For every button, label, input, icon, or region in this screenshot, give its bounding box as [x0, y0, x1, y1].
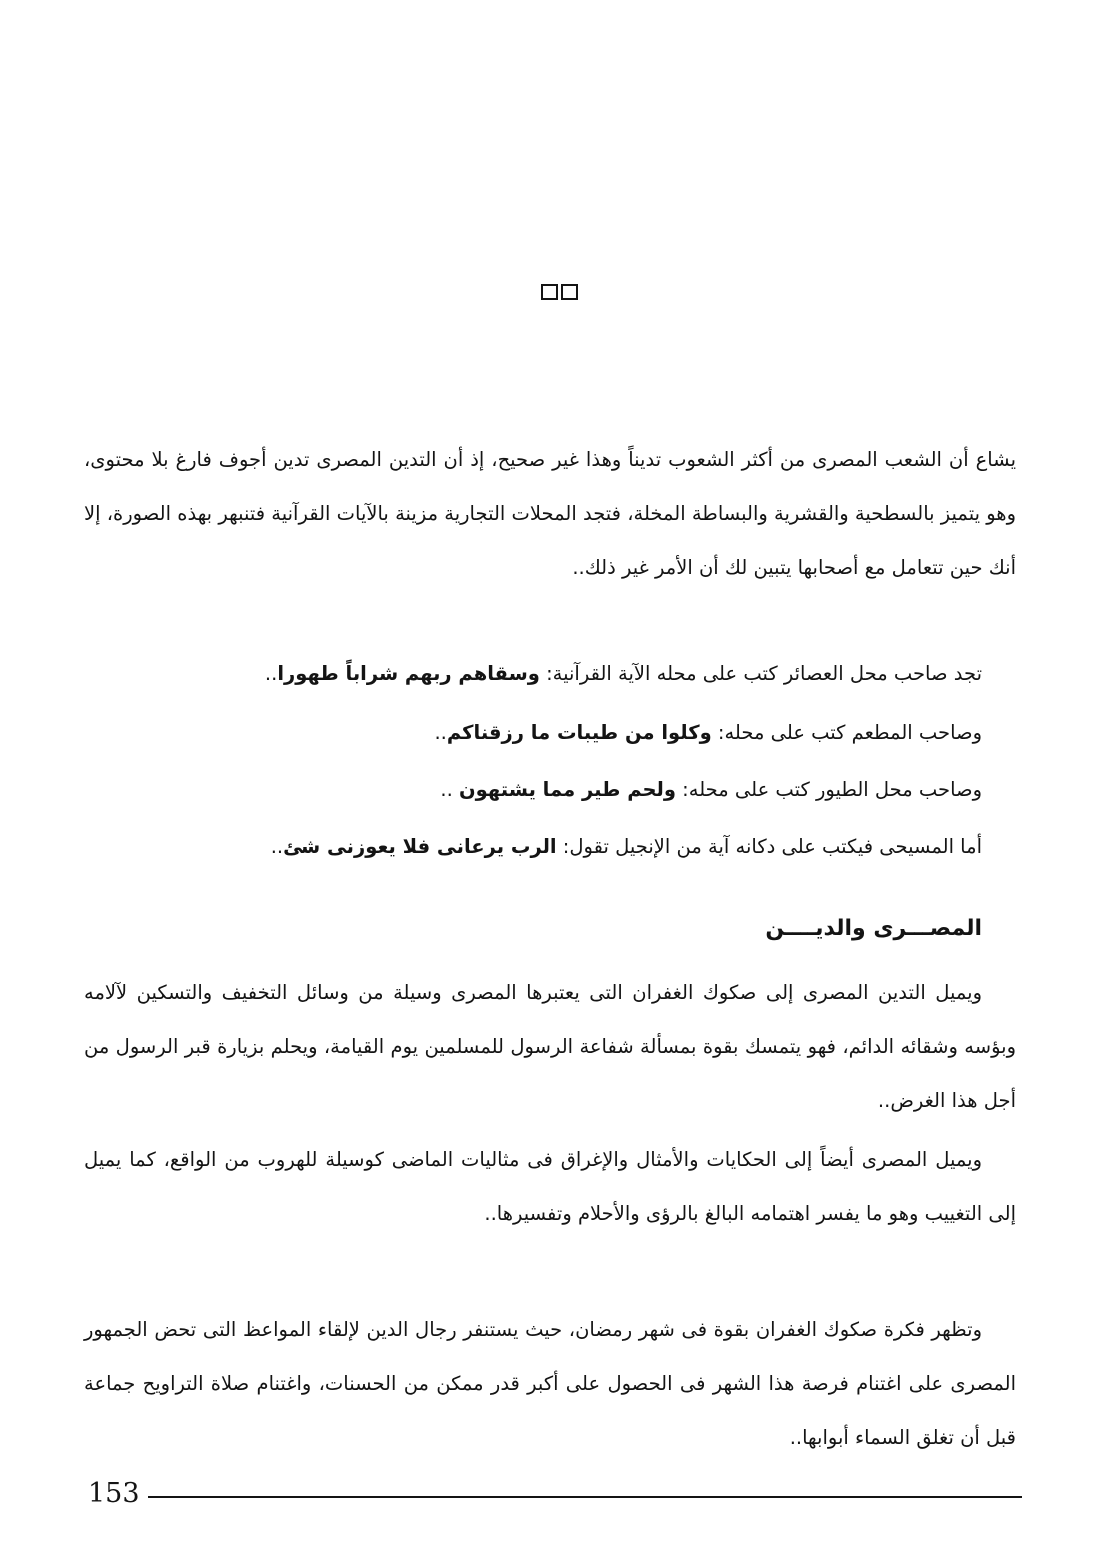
ornament-square-icon	[541, 284, 558, 300]
example-line-restaurant	[434, 713, 982, 753]
page-footer	[88, 1479, 1022, 1509]
body-paragraph: ويميل المصرى أيضاً إلى الحكايات والأمثال والإغراق فى مثاليات الماضى كوسيلة للهروب من الواقع، كما يميل إلى التغييب وهو ما يفسر اهتمامه البالغ بالرؤى والأحلام وتفسيرها..	[84, 1148, 1016, 1225]
example-suffix: ..	[270, 835, 284, 858]
body-paragraph: وتظهر فكرة صكوك الغفران بقوة فى شهر رمضان، حيث يستنفر رجال الدين لإلقاء المواعظ التى تحض الجمهور المصرى على اغتنام فرصة هذا الشهر فى الحصول على أكبر قدر ممكن من الحسنات، واغتنام صلاة التراويح جماعة قبل أن تغلق السماء أبوابها..	[84, 1318, 1016, 1449]
example-quote: الرب يرعانى فلا يعوزنى شئ	[283, 835, 557, 858]
example-suffix: ..	[434, 721, 447, 744]
example-suffix: ..	[264, 662, 278, 685]
example-line-christian-shop	[271, 827, 982, 867]
section-ornament	[541, 284, 578, 300]
page-number: 153	[88, 1478, 140, 1509]
example-prefix: وصاحب المطعم كتب على محله:	[711, 721, 982, 744]
example-prefix: وصاحب محل الطيور كتب على محله:	[675, 778, 982, 801]
example-suffix: ..	[440, 778, 460, 801]
example-line-juice	[265, 654, 982, 694]
footer-rule	[148, 1496, 1022, 1498]
section-heading: المصـــرى والديــــن	[765, 916, 982, 941]
ornament-square-icon	[561, 284, 578, 300]
example-quote: ولحم طير مما يشتهون	[459, 778, 676, 801]
body-paragraph: ويميل التدين المصرى إلى صكوك الغفران التى يعتبرها المصرى وسيلة من وسائل التخفيف والتسكين لآلامه وبؤسه وشقائه الدائم، فهو يتمسك بقوة بمسألة شفاعة الرسول للمسلمين يوم القيامة، ويحلم بزيارة قبر الرسول من أجل هذا الغرض..	[84, 981, 1016, 1112]
example-prefix: أما المسيحى فيكتب على دكانه آية من الإنجيل تقول:	[556, 835, 982, 858]
example-quote: وكلوا من طيبات ما رزقناكم	[446, 721, 712, 744]
example-prefix: تجد صاحب محل العصائر كتب على محله الآية القرآنية:	[539, 662, 982, 685]
example-quote: وسقاهم ربهم شراباً طهورا	[277, 662, 540, 685]
example-line-poultry	[440, 770, 982, 810]
intro-paragraph: يشاع أن الشعب المصرى من أكثر الشعوب تديناً وهذا غير صحيح، إذ أن التدين المصرى تدين أجوف فارغ بلا محتوى، وهو يتميز بالسطحية والقشرية والبساطة المخلة، فتجد المحلات التجارية مزينة بالآيات القرآنية فتنبهر بهذه الصورة، إلا أنك حين تتعامل مع أصحابها يتبين لك أن الأمر غير ذلك..	[84, 448, 1016, 579]
